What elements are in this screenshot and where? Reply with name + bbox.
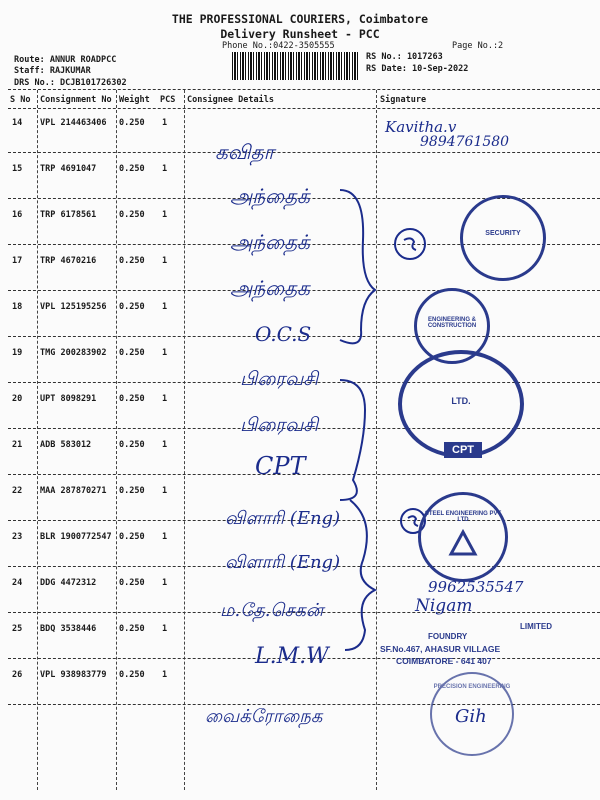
col-signature: Signature [380,95,427,105]
header-rule-bottom [8,108,600,109]
col-separator [116,90,117,790]
handwritten-name: பிரைவசி [240,368,319,390]
signature-name: Kavitha.v [385,118,457,136]
row-consignment: DDG 4472312 [40,578,97,588]
handwritten-name: CPT [255,452,306,480]
stamp-address: COIMBATORE - 641 407 [396,656,492,666]
signature-phone-2: 9962535547 [428,578,524,596]
row-pcs: 1 [162,670,168,680]
row-pcs: 1 [162,210,168,220]
row-pcs: 1 [162,624,168,634]
handwritten-name: பிரைவசி [240,414,319,436]
signature-scribble: Nigam [415,596,473,616]
row-consignment: VPL 938983779 [40,670,107,680]
handwritten-name: விளாரி (Eng) [225,508,341,529]
stamp-text: ENGINEERING & CONSTRUCTION [427,317,477,329]
row-sno: 19 [12,348,23,358]
row-weight: 0.250 [119,256,145,266]
company-title: THE PROFESSIONAL COURIERS, Coimbatore [171,12,429,26]
row-sno: 14 [12,118,23,128]
row-sno: 18 [12,302,23,312]
row-sno: 22 [12,486,23,496]
triangle-logo-icon [448,529,478,559]
row-consignment: BDQ 3538446 [40,624,97,634]
signature-scribble: Gih [455,706,487,727]
row-consignment: TRP 4691047 [40,164,97,174]
row-consignment: MAA 287870271 [40,486,107,496]
drs-number: DRS No.: DCJB101726302 [14,78,127,88]
bracket-marks [335,180,385,700]
row-weight: 0.250 [119,486,145,496]
row-pcs: 1 [162,440,168,450]
row-weight: 0.250 [119,532,145,542]
handwritten-name: விளாரி (Eng) [225,552,341,573]
stamp-text: STEEL ENGINEERING PVT LTD [424,511,502,523]
row-weight: 0.250 [119,394,145,404]
route-label: Route: ANNUR ROADPCC [14,55,117,65]
row-consignment: TRP 6178561 [40,210,97,220]
runsheet-title: Delivery Runsheet - PCC [220,27,380,41]
page-number: Page No.:2 [452,41,504,51]
phone-number: Phone No.:0422-3505555 [222,41,335,51]
row-sno: 25 [12,624,23,634]
col-pcs: PCS [160,95,176,105]
row-consignment: UPT 8098291 [40,394,97,404]
row-pcs: 1 [162,394,168,404]
row-weight: 0.250 [119,440,145,450]
handwritten-name: அந்தைக் [230,184,310,208]
col-consignee: Consignee Details [187,95,274,105]
handwritten-name: அந்தைக [230,276,310,300]
row-pcs: 1 [162,164,168,174]
row-sno: 20 [12,394,23,404]
stamp-text: PRECISION ENGINEERING [433,684,511,690]
row-weight: 0.250 [119,670,145,680]
signature-phone: 9894761580 [420,134,510,150]
steel-engineering-stamp [418,492,508,582]
row-rule [8,152,600,153]
row-sno: 17 [12,256,23,266]
staff-label: Staff: RAJKUMAR [14,66,91,76]
stamp-address: SF.No.467, AHASUR VILLAGE [380,644,501,654]
row-pcs: 1 [162,302,168,312]
row-weight: 0.250 [119,302,145,312]
row-weight: 0.250 [119,348,145,358]
handwritten-name: அந்தைக் [230,230,310,254]
handwritten-name: L.M.W [255,644,329,669]
row-pcs: 1 [162,532,168,542]
rs-number: RS No.: 1017263 [366,52,443,62]
header-rule-top [8,89,600,90]
row-consignment: VPL 214463406 [40,118,107,128]
col-weight: Weight [119,95,150,105]
row-weight: 0.250 [119,164,145,174]
circle-mark [392,226,428,262]
precision-stamp [430,672,514,756]
row-sno: 21 [12,440,23,450]
col-separator [184,90,185,790]
row-consignment: ADB 583012 [40,440,92,450]
row-weight: 0.250 [119,624,145,634]
row-sno: 24 [12,578,23,588]
col-sno: S No [10,95,31,105]
row-weight: 0.250 [119,578,145,588]
row-sno: 15 [12,164,23,174]
cpt-stamp: CPT [444,442,482,458]
row-pcs: 1 [162,486,168,496]
row-pcs: 1 [162,578,168,588]
col-consignment: Consignment No [40,95,112,105]
foundry-text: FOUNDRY [428,632,468,641]
handwritten-name: O.C.S [255,322,312,346]
security-stamp [460,195,546,281]
handwritten-name: கவிதா [215,140,275,164]
row-weight: 0.250 [119,118,145,128]
stamp-text: SECURITY [485,230,521,237]
row-sno: 16 [12,210,23,220]
row-weight: 0.250 [119,210,145,220]
barcode [232,52,360,80]
limited-text: LIMITED [520,622,552,631]
row-pcs: 1 [162,256,168,266]
row-pcs: 1 [162,348,168,358]
rs-date: RS Date: 10-Sep-2022 [366,64,469,74]
handwritten-name: ம.தே.செகன் [220,600,324,621]
row-sno: 23 [12,532,23,542]
stamp-text: LTD. [451,396,471,406]
handwritten-name: வைக்ரோநைக [205,706,323,727]
row-pcs: 1 [162,118,168,128]
col-separator [37,90,38,790]
row-consignment: TRP 4670216 [40,256,97,266]
row-sno: 26 [12,670,23,680]
row-consignment: TMG 200283902 [40,348,107,358]
row-consignment: BLR 1900772547 [40,532,112,542]
row-consignment: VPL 125195256 [40,302,107,312]
